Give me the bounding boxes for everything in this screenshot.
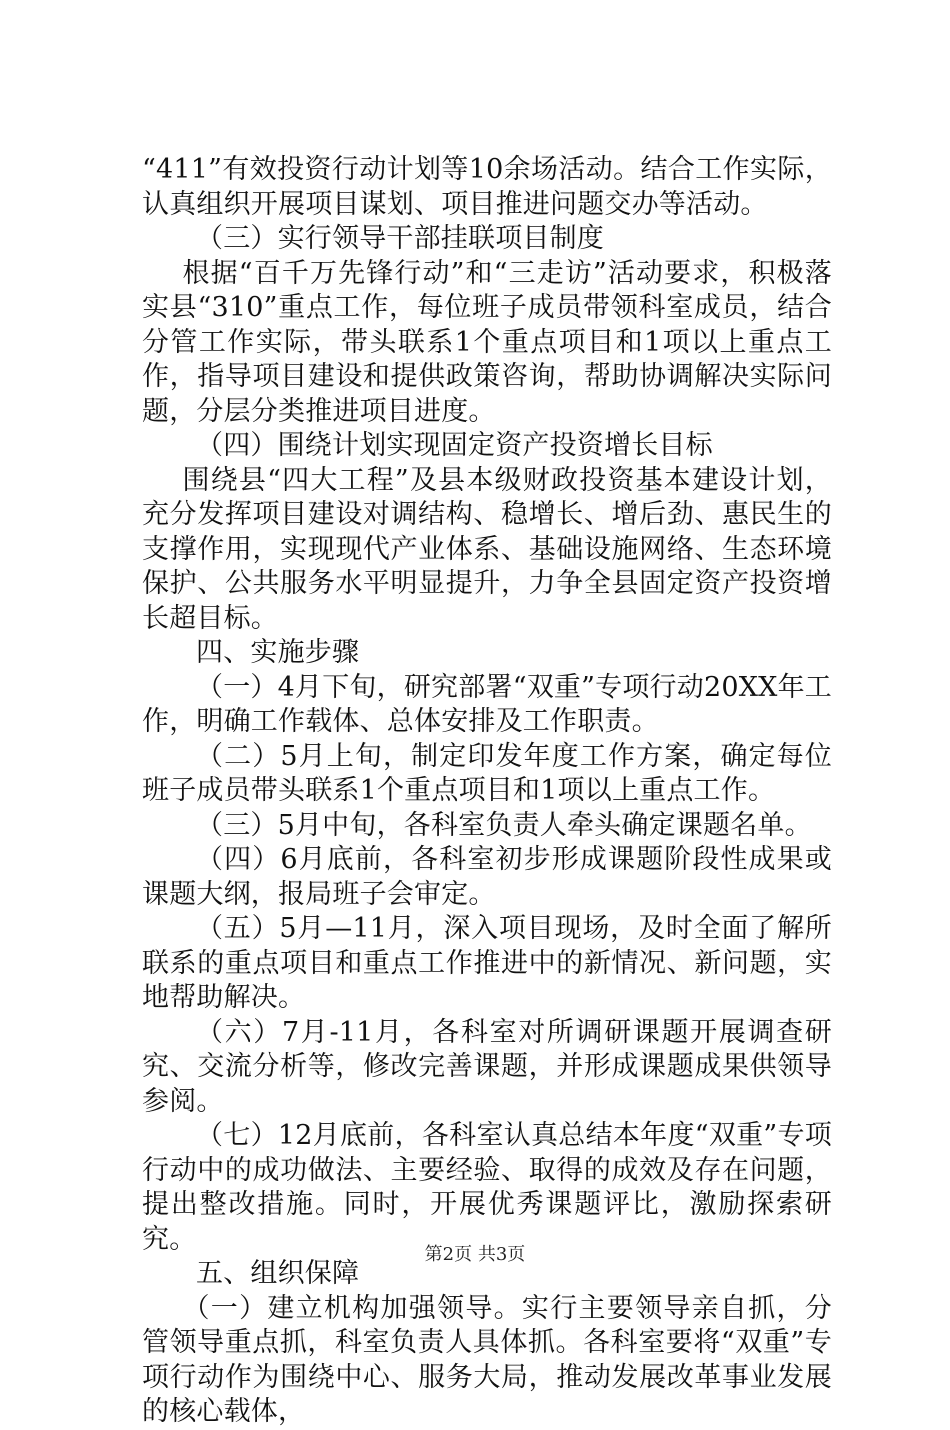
paragraph: 根据“百千万先锋行动”和“三走访”活动要求，积极落实县“310”重点工作，每位班子成员带领科室成员，结合分管工作实际，带头联系1个重点项目和1项以上重点工作，指导项目建设和提供政策咨询，帮助协调解决实际问题，分层分类推进项目进度。 (142, 257, 832, 427)
section-heading: （三）实行领导干部挂联项目制度 (196, 223, 604, 254)
paragraph: 围绕县“四大工程”及县本级财政投资基本建设计划，充分发挥项目建设对调结构、稳增长、增后劲、惠民生的支撑作用，实现现代产业体系、基础设施网络、生态环境保护、公共服务水平明显提升，力争全县固定资产投资增长超目标。 (142, 464, 832, 634)
paragraph: （六）7月-11月，各科室对所调研课题开展调查研究、交流分析等，修改完善课题，并形成课题成果供领导参阅。 (142, 1016, 832, 1117)
document-body (142, 153, 832, 1430)
page-number: 第2页 共3页 (424, 1244, 526, 1265)
paragraph: （二）5月上旬，制定印发年度工作方案，确定每位班子成员带头联系1个重点项目和1项以上重点工作。 (142, 740, 832, 806)
paragraph: （四）6月底前，各科室初步形成课题阶段性成果或课题大纲，报局班子会审定。 (142, 844, 832, 910)
paragraph: “411”有效投资行动计划等10余场活动。结合工作实际，认真组织开展项目谋划、项目推进问题交办等活动。 (142, 154, 832, 220)
paragraph: （一）4月下旬，研究部署“双重”专项行动20XX年工作，明确工作载体、总体安排及工作职责。 (142, 671, 832, 737)
page-footer (0, 1240, 950, 1266)
paragraph: （五）5月—11月，深入项目现场，及时全面了解所联系的重点项目和重点工作推进中的新情况、新问题，实地帮助解决。 (142, 913, 832, 1013)
paragraph: （三）5月中旬，各科室负责人牵头确定课题名单。 (196, 809, 812, 841)
section-heading: （四）围绕计划实现固定资产投资增长目标 (196, 430, 713, 461)
paragraph: （七）12月底前，各科室认真总结本年度“双重”专项行动中的成功做法、主要经验、取得的成效及存在问题，提出整改措施。同时，开展优秀课题评比，激励探索研究。 (142, 1120, 832, 1255)
paragraph: （一）建立机构加强领导。实行主要领导亲自抓，分管领导重点抓，科室负责人具体抓。各科室要将“双重”专项行动作为围绕中心、服务大局，推动发展改革事业发展的核心载体， (142, 1292, 832, 1427)
section-heading: 四、实施步骤 (196, 637, 360, 668)
section-heading: 五、组织保障 (196, 1258, 360, 1289)
